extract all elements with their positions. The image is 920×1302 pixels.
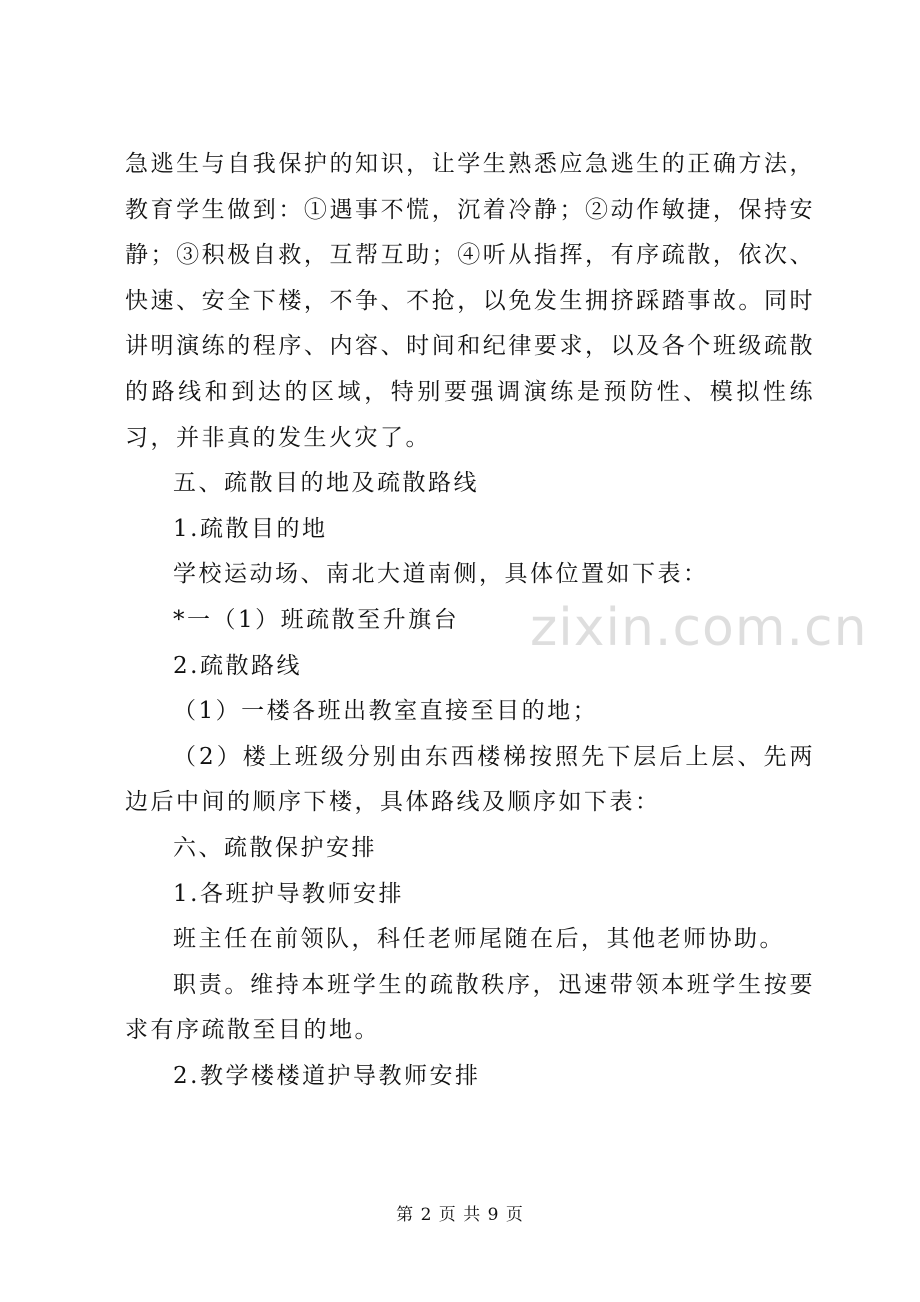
- paragraph-class-destination: *一（1）班疏散至升旗台: [173, 606, 460, 633]
- watermark: zixin.com.cn: [530, 598, 868, 658]
- subheading-corridor-teachers: 2.教学楼楼道护导教师安排: [173, 1062, 481, 1089]
- document-body: [125, 142, 815, 1099]
- heading-section-six: 六、疏散保护安排: [173, 834, 377, 861]
- subheading-class-teachers: 1.各班护导教师安排: [173, 880, 404, 907]
- subheading-destination: 1.疏散目的地: [173, 515, 328, 542]
- heading-section-five: 五、疏散目的地及疏散路线: [173, 470, 479, 497]
- subheading-route: 2.疏散路线: [173, 652, 302, 679]
- paragraph-route-first-floor: （1）一楼各班出教室直接至目的地；: [173, 698, 599, 725]
- paragraph-teacher-roles: 班主任在前领队，科任老师尾随在后，其他老师协助。: [173, 926, 785, 953]
- page-footer: 第 2 页 共 9 页: [396, 1205, 524, 1225]
- paragraph-evacuation-education: 急逃生与自我保护的知识，让学生熟悉应急逃生的正确方法，教育学生做到：①遇事不慌，沉着冷静；②动作敏捷，保持安静；③积极自救，互帮互助；④听从指挥，有序疏散，依次、快速、安全下楼，不争、不抢，以免发生拥挤踩踏事故。同时讲明演练的程序、内容、时间和纪律要求，以及各个班级疏散的路线和到达的区域，特别要强调演练是预防性、模拟性练习，并非真的发生火灾了。: [125, 151, 815, 451]
- paragraph-destination-location: 学校运动场、南北大道南侧，具体位置如下表：: [173, 561, 709, 588]
- paragraph-duties: 职责。维持本班学生的疏散秩序，迅速带领本班学生按要求有序疏散至目的地。: [125, 971, 815, 1044]
- paragraph-route-upper-floors: （2）楼上班级分别由东西楼梯按照先下层后上层、先两边后中间的顺序下楼，具体路线及顺序如下表：: [125, 743, 815, 816]
